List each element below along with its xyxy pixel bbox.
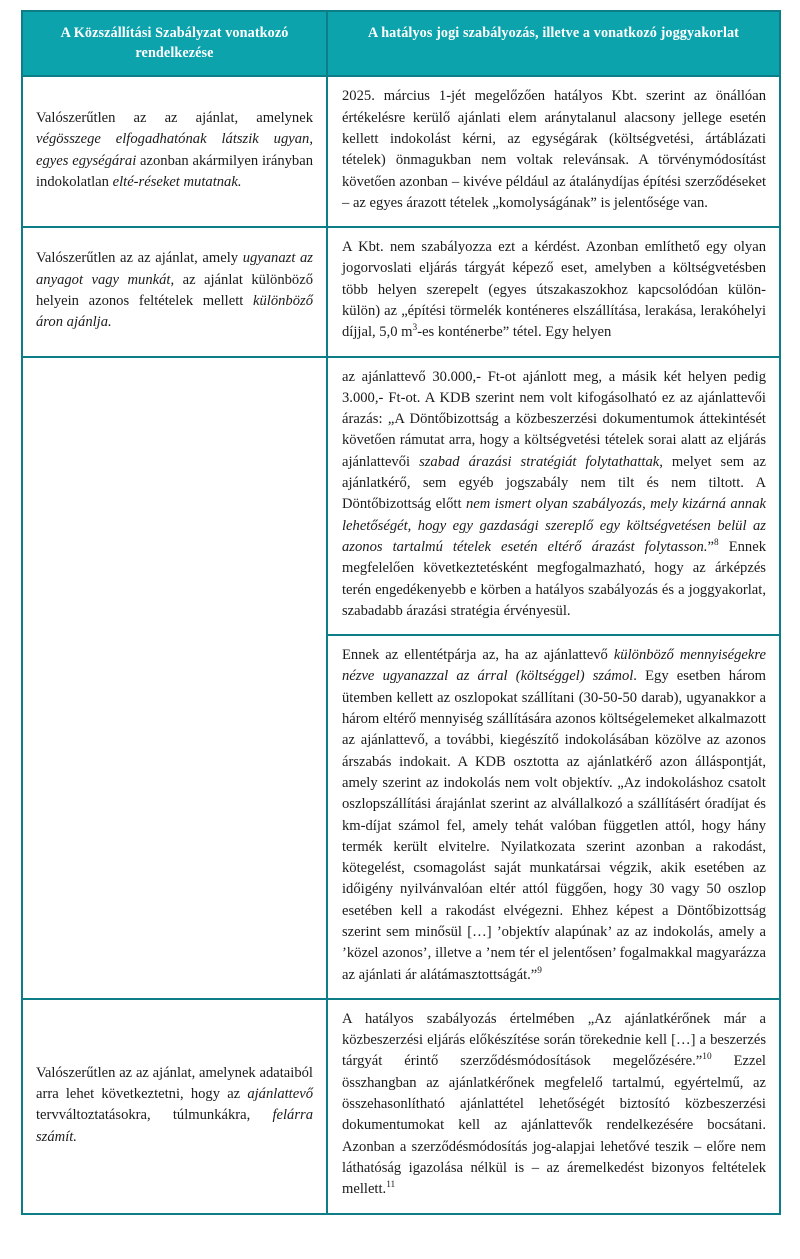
footnote-marker: 9 xyxy=(537,965,542,976)
rich-text xyxy=(342,237,766,343)
body-text: 2025. március 1-jét megelőzően hatályos Kbt. szerint az önállóan értékelésre kerülő ajánlati elem aránytalanul alacsony jellege esetén kellett indokolást kérni, az egységárak (költségvetési, ártáblázati tételek) önmagukban nem voltak relevánsak. A törvénymódosítást követően azonban – kivéve például az átalánydíjas építési szerződéseket – az egyes árazott tételek „komolyságának” is jelentősége van. xyxy=(342,88,766,211)
emphasis-text: felárra számít. xyxy=(36,1107,313,1145)
rich-text xyxy=(342,367,766,623)
rich-text xyxy=(36,1063,313,1148)
rich-text xyxy=(342,645,766,986)
table-body xyxy=(22,76,780,1213)
table-row xyxy=(22,999,780,1214)
body-text: . Egy esetben három ütemben kellett az oszlopokat szállítani (30-50-50 darab), ugyanakkor a három eltérő mennyiség szállítására azonos költségelemeket alkalmazott az ajánlattevő, a további, kiegészítő indokolásában közölve az azonos árszabás indokait. A KDB osztotta az ajánlatkérő azon álláspontját, amely szerint az indokolás nem volt objektív. „Az indokoláshoz csatolt oszlopszállítási árajánlat szerint az alvállalkozó a szállításért óradíjat és km-díjat számol fel, amely tehát valóban független attól, hogy hány termék került elvitelre. Nyilatkozata szerint azonban a rakodást, kötegelést, csomagolást saját munkatársai végzik, akik esetében az időigény nyilvánvalóan eltér attól függően, hogy 30 vagy 50 oszlop esetében kell a rakodást elvégezni. Ehhez képest a Döntőbizottság szerint sem minősül […] ’objektív alapúnak’ az az indokolás, amely a ’közel azonos’, illetve a ’nem tér el jelentősen’ fogalmakkal magyarázza az ajánlati ár alátámasztottságát.” xyxy=(342,668,766,983)
body-text: ” xyxy=(707,538,714,555)
cell-legal-practice xyxy=(327,999,780,1214)
body-text: , az ajánlat különböző helyein azonos feltételek mellett xyxy=(36,271,313,309)
body-text: Ennek az ellentétpárja az, ha az ajánlattevő xyxy=(342,647,614,664)
comparison-table xyxy=(21,10,781,1215)
cell-legal-practice xyxy=(327,635,780,999)
body-text: A Kbt. nem szabályozza ezt a kérdést. Azonban említhető egy olyan jogorvoslati eljárás tárgyát képező eset, amelyben a költségvetésben több helyen szerepelt (egyes útszakaszokhoz kapcsolódóan külön-külön) az „építési törmelék konténeres elszállítása, lerakása, lerakóhelyi díjjal, 5,0 m xyxy=(342,239,766,341)
body-text: azonban akármilyen irányban indokolatlan xyxy=(36,152,313,190)
rich-text xyxy=(36,248,313,333)
body-text: Valószerűtlen az az ajánlat, amelynek xyxy=(36,110,313,127)
body-text: az ajánlattevő 30.000,- Ft-ot ajánlott meg, a másik két helyen pedig 3.000,- Ft-ot. A KDB szerint nem volt kifogásolható ez az ajánlattevői árazás: „A Döntőbizottság a közbeszerzési dokumentumok áttekintését követően rámutat arra, hogy a költségvetési tételek sorai alatt az eljárás ajánlattevői xyxy=(342,368,766,470)
body-text: Valószerűtlen az az ajánlat, amely xyxy=(36,250,243,267)
emphasis-text: ugyanazt az anyagot vagy munkát xyxy=(36,250,313,288)
body-text: melyet sem az ajánlatkérő, sem egyéb jogszabály nem tilt és nem tiltott. A Döntőbizottság előtt xyxy=(342,453,766,513)
body-text: Ennek megfelelően következtetésként megfogalmazható, hogy az árképzés terén engedékenyebb e körben a hatályos szabályozás és a joggyakorlat, szabadabb árazási stratégia érvényesül. xyxy=(342,538,767,619)
body-text: Valószerűtlen az az ajánlat, amelynek adataiból arra lehet következtetni, hogy az xyxy=(36,1064,313,1102)
emphasis-text: ajánlattevő xyxy=(247,1085,313,1102)
table-header-row xyxy=(22,11,780,76)
cell-regulation xyxy=(22,999,327,1214)
body-text: tervváltoztatásokra, túlmunkákra, xyxy=(36,1107,273,1124)
cell-legal-practice xyxy=(327,357,780,636)
table-row xyxy=(22,76,780,227)
footnote-marker: 3 xyxy=(412,323,418,334)
emphasis-text: különböző mennyiségekre nézve ugyanazzal az árral (költséggel) számol xyxy=(342,647,766,685)
body-text: A hatályos szabályozás értelmében „Az ajánlatkérőnek már a közbeszerzési eljárás előkészítése során törekednie kell […] a beszerzés tárgyát érintő szerződésmódosítások megelőzésére.” xyxy=(342,1010,766,1070)
body-text: Ezzel összhangban az ajánlatkérőnek megfelelő tartalmú, egyértelmű, az összehasonlítható ajánlattétel lehetőségét biztosító közbeszerzési dokumentumokat kell az ajánlattevők rendelkezésére bocsátani. Azonban a szerződésmódosítás jog-alapjai lehetővé teszik – előre nem láthatóság igazolása nélkül is – az áremelkedést bizonyos feltételek mellett. xyxy=(342,1053,766,1198)
rich-text xyxy=(36,108,313,193)
rich-text xyxy=(342,86,766,214)
table-row xyxy=(22,357,780,636)
cell-legal-practice xyxy=(327,227,780,356)
emphasis-text: végösszege elfogadhatónak látszik ugyan, egyes egységárai xyxy=(36,131,313,169)
column-header-legal-practice: A hatályos jogi szabályozás, illetve a vonatkozó joggyakorlat xyxy=(327,11,780,76)
rich-text xyxy=(342,1009,766,1201)
footnote-marker: 10 xyxy=(702,1052,712,1063)
emphasis-text: szabad árazási stratégiát folytathattak, xyxy=(419,453,663,470)
emphasis-text: nem ismert olyan szabályozás, mely kizárná annak lehetőségét, hogy egy gazdasági szereplő egy költségvetésen belül az azonos tartalmú tételek esetén eltérő árazást folytasson. xyxy=(342,496,766,555)
cell-regulation xyxy=(22,76,327,227)
emphasis-text: elté-réseket mutatnak. xyxy=(112,174,242,190)
cell-regulation-empty xyxy=(22,357,327,999)
body-text: -es konténerbe” tétel. Egy helyen xyxy=(417,324,612,341)
column-header-regulation: A Közszállítási Szabályzat vonatkozó rendelkezése xyxy=(22,11,327,76)
emphasis-text: különböző áron ajánlja. xyxy=(36,292,313,331)
cell-regulation xyxy=(22,227,327,356)
footnote-marker: 8 xyxy=(714,538,719,549)
table-row xyxy=(22,227,780,356)
footnote-marker: 11 xyxy=(386,1180,396,1191)
cell-legal-practice xyxy=(327,76,780,227)
